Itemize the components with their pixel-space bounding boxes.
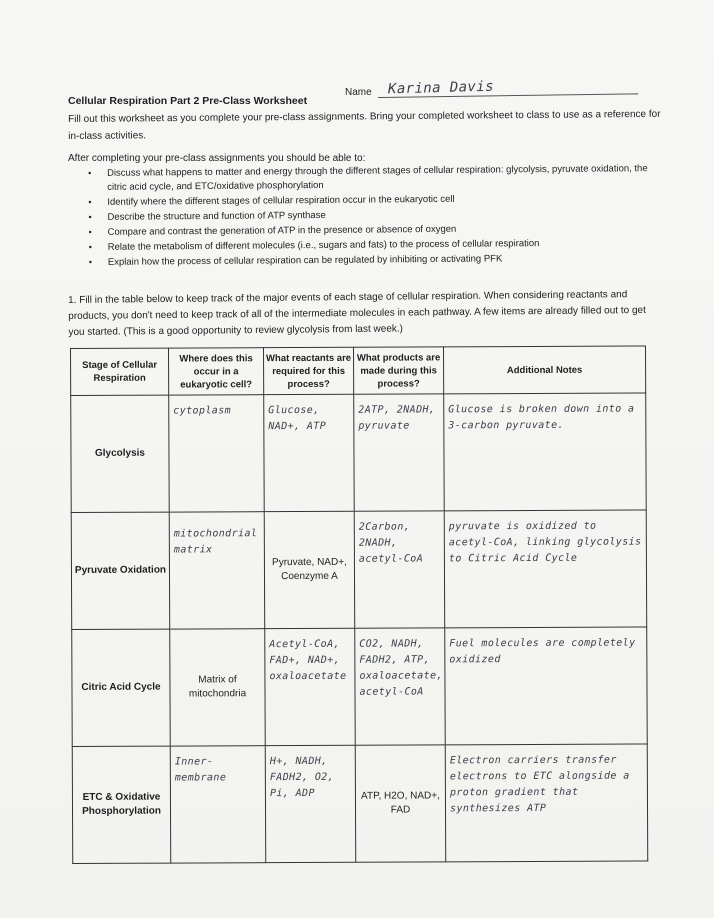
- objective-item: • Discuss what happens to matter and energy through the different stages of cellular respiration: glycolysis, pyruvate oxidation, the citric acid cycle, and ETC/oxidative phosphorylation: [88, 162, 648, 194]
- notes-answer: Fuel molecules are completely oxidized: [449, 637, 636, 666]
- products-answer: 2ATP, 2NADH, pyruvate: [358, 404, 436, 432]
- objective-item: • Compare and contrast the generation of ATP in the presence or absence of oxygen: [89, 221, 649, 239]
- worksheet-title: Cellular Respiration Part 2 Pre-Class Worksheet: [68, 95, 308, 107]
- location-cell[interactable]: [170, 746, 266, 863]
- objective-item: • Relate the metabolism of different molecules (i.e., sugars and fats) to the process of cellular respiration: [89, 236, 649, 254]
- notes-cell[interactable]: [445, 744, 648, 862]
- location-answer: mitochondrial matrix: [173, 528, 258, 556]
- respiration-table-wrapper: [70, 345, 647, 863]
- header-notes: Additional Notes: [443, 346, 645, 394]
- reactants-answer: Acetyl-CoA, FAD+, NAD+, oxaloacetate: [269, 638, 347, 683]
- reactants-cell[interactable]: [265, 628, 356, 745]
- reactants-cell[interactable]: [265, 745, 356, 862]
- intro-paragraph: Fill out this worksheet as you complete your pre-class assignments. Bring your completed worksheet to class to use as a reference for in-class activities.: [68, 108, 661, 142]
- respiration-table: [70, 345, 648, 864]
- notes-cell[interactable]: [444, 393, 647, 511]
- notes-answer: pyruvate is oxidized to acetyl-CoA, linking glycolysis to Citric Acid Cycle: [448, 520, 642, 565]
- notes-cell[interactable]: [445, 627, 648, 745]
- question-1-prompt: 1. Fill in the table below to keep track of the major events of each stage of cellular respiration. When considering reactants and products, you don't need to keep track of all of the intermediate molecules in each pathway. A few items are already filled out to get you started. (This is a good opportunity to review glycolysis from last week.): [68, 289, 646, 338]
- table-row: [71, 510, 647, 630]
- products-answer: CO2, NADH, FADH2, ATP, oxaloacetate, acetyl-CoA: [359, 638, 443, 698]
- products-cell[interactable]: [354, 394, 445, 511]
- location-answer: cytoplasm: [173, 405, 232, 417]
- location-cell: Matrix of mitochondria: [170, 629, 266, 746]
- objectives-lead: After completing your pre-class assignments you should be able to:: [68, 153, 366, 164]
- reactants-cell: Pyruvate, NAD+, Coenzyme A: [264, 511, 355, 628]
- stage-cell: ETC & Oxidative Phosphorylation: [72, 746, 171, 863]
- header-reactants: What reactants are required for this process?: [264, 347, 354, 394]
- objectives-list: [88, 162, 649, 270]
- table-row: [72, 627, 648, 747]
- notes-answer: Glucose is broken down into a 3-carbon pyruvate.: [448, 403, 635, 432]
- reactants-answer: H+, NADH, FADH2, O2, Pi, ADP: [269, 755, 335, 800]
- header-location: Where does this occur in a eukaryotic cell?: [169, 348, 264, 395]
- reactants-answer: Glucose, NAD+, ATP: [268, 404, 327, 433]
- location-cell[interactable]: [169, 512, 265, 629]
- header-stage: Stage of Cellular Respiration: [71, 348, 169, 395]
- location-answer: Inner-membrane: [174, 756, 227, 784]
- table-row: [71, 393, 647, 513]
- student-name: Karina Davis: [387, 78, 495, 98]
- objective-item: • Describe the structure and function of ATP synthase: [88, 206, 648, 224]
- table-header-row: [71, 346, 646, 396]
- products-cell[interactable]: [354, 511, 445, 628]
- notes-cell[interactable]: [444, 510, 647, 628]
- products-cell[interactable]: [355, 628, 446, 745]
- header-products: What products are made during this process?: [353, 347, 443, 394]
- reactants-cell[interactable]: [264, 394, 355, 511]
- notes-answer: Electron carriers transfer electrons to ETC alongside a proton gradient that synthesizes ATP: [449, 754, 630, 815]
- objective-item: • Explain how the process of cellular respiration can be regulated by inhibiting or activating PFK: [89, 251, 649, 269]
- stage-cell: Citric Acid Cycle: [72, 629, 171, 746]
- products-cell: ATP, H2O, NAD+, FAD: [355, 745, 446, 862]
- stage-cell: Glycolysis: [71, 395, 170, 512]
- location-cell[interactable]: [169, 395, 265, 512]
- stage-cell: Pyruvate Oxidation: [71, 512, 170, 629]
- objective-item: • Identify where the different stages of cellular respiration occur in the eukaryotic cell: [88, 191, 648, 209]
- products-answer: 2Carbon, 2NADH, acetyl-CoA: [358, 521, 424, 565]
- name-label: Name: [345, 87, 372, 98]
- table-row: [72, 744, 648, 864]
